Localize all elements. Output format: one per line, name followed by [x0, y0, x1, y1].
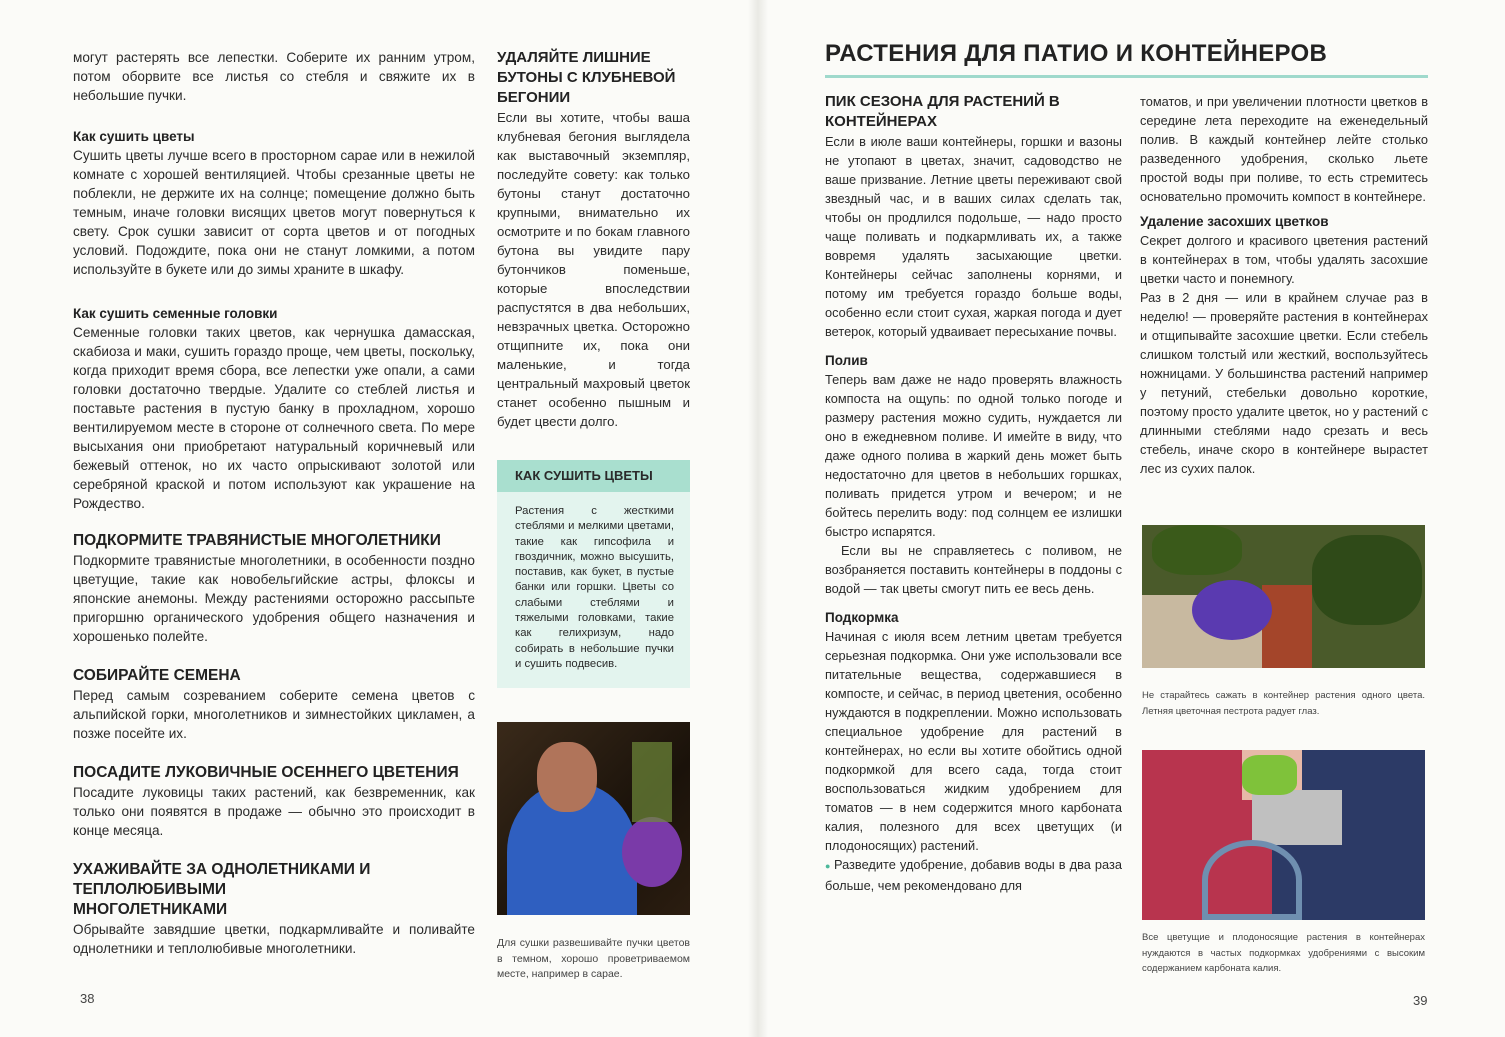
paragraph: могут растерять все лепестки. Соберите их ранним утром, потом оборвите все листья со стебля и свяжите их в небольшие пучки. — [73, 50, 475, 103]
paragraph: Семенные головки таких цветов, как чернушка дамасская, скабиоза и маки, сушить гораздо проще, чем цветы, поскольку, когда приходит время сбора, все лепестки уже опали, а сами головки достаточно твердые. Удалите со стеблей листья и поставьте растения в пустую банку в прохладном, хорошо вентилируемом месте в стороне от солнечного света. По мере высыхания они приобретают натуральный коричневый или бежевый оттенок, но их часто опрыскивают золотой или серебряной краской и потом используют как украшение на Рождество. — [73, 325, 475, 511]
paragraph: Теперь вам даже не надо проверять влажность компоста на ощупь: по одной только погоде и размеру растения можно судить, нуждается ли оно в ежедневном поливе. И имейте в виду, что даже одного полива в жаркий день может быть недостаточно для цветов в небольших горшках, поливать придется утром и вечером; и не бойтесь перелить воду: под солнцем ее излишки быстро испарятся. — [825, 372, 1122, 539]
paragraph: Сушить цветы лучше всего в просторном сарае или в нежилой комнате с хорошей вентиляцией. Чтобы срезанные цветы не поблекли, не держите их на солнце; помещение должно быть темным, иначе головки висящих цветов могут повернуться к свету. Срок сушки зависит от сорта цветов и от погодных условий. Подождите, пока они не станут ломкими, а потом используйте в букете или до зимы храните в шкафу. — [73, 148, 475, 277]
page-number: 39 — [1413, 993, 1428, 1008]
heading: УХАЖИВАЙТЕ ЗА ОДНОЛЕТНИКАМИ И ТЕПЛОЛЮБИВЫМИ МНОГОЛЕТНИКАМИ — [73, 861, 371, 918]
heading: ПОДКОРМИТЕ ТРАВЯНИСТЫЕ МНОГОЛЕТНИКИ — [73, 532, 441, 549]
paragraph: Раз в 2 дня — или в крайнем случае раз в неделю! — проверяйте растения в контейнерах и отщипывайте засохшие цветки. Если стебель слишком толстый или жесткий, воспользуйтесь ножницами. У большинства растений например у петуний, стебельки довольно короткие, поэтому просто удалите цветок, но у растений с длинными стеблями надо срезать и весь стебель, иначе скоро в контейнере вырастет лес из сухих палок. — [1140, 290, 1428, 476]
paragraph: Обрывайте завядшие цветки, подкармливайте и поливайте однолетники и теплолюбивые многолетники. — [73, 922, 475, 956]
paragraph: Подкормите травянистые многолетники, в особенности поздно цветущие, такие как новобельгийские астры, флоксы и японские анемоны. Между растениями осторожно рассыпьте пригоршню органического удобрения общего назначения и хорошенько полейте. — [73, 553, 475, 644]
subheading: Полив — [825, 353, 868, 368]
subheading: Подкормка — [825, 610, 899, 625]
heading: ПОСАДИТЕ ЛУКОВИЧНЫЕ ОСЕННЕГО ЦВЕТЕНИЯ — [73, 764, 459, 781]
photo-hanging-flowers — [497, 722, 690, 915]
bullet-item: ● Разведите удобрение, добавив воды в два раза больше, чем рекомендовано для — [825, 855, 1122, 895]
heading: СОБИРАЙТЕ СЕМЕНА — [73, 667, 241, 684]
tip-box-text: Растения с жесткими стеблями и мелкими цветами, такие как гипсофила и гвоздичник, можно высушить, поставив, как букет, в пустые банки или горшки. Цветы со слабыми стеблями и тяжелыми головками, такие как гелихризум, надо собирать в небольшие пучки и сушить подвесив. — [515, 505, 674, 670]
heading: УДАЛЯЙТЕ ЛИШНИЕ БУТОНЫ С КЛУБНЕВОЙ БЕГОНИИ — [497, 49, 676, 106]
right-col2 — [1140, 92, 1428, 478]
subheading: Как сушить семенные головки — [73, 306, 278, 321]
page-number: 38 — [80, 991, 95, 1006]
page-title: РАСТЕНИЯ ДЛЯ ПАТИО И КОНТЕЙНЕРОВ — [825, 40, 1328, 67]
paragraph: Начиная с июля всем летним цветам требуется серьезная подкормка. Они уже использовали все питательные вещества, содержавшиеся в компосте, и сейчас, в период цветения, особенно нуждаются в подкреплении. Можно использовать специальное удобрение для растений в контейнерах, но если вы хотите обойтись одной подкормкой для всего сада, тогда стоит воспользоваться жидким удобрением для томатов — в нем содержится много карбоната калия, полезного для всех цветущих (и плодоносящих) растений. — [825, 629, 1122, 853]
subheading: Как сушить цветы — [73, 129, 195, 144]
photo-caption: Для сушки развешивайте пучки цветов в темном, хорошо проветриваемом месте, например в сарае. — [497, 937, 690, 980]
heading: ПИК СЕЗОНА ДЛЯ РАСТЕНИЙ В КОНТЕЙНЕРАХ — [825, 93, 1060, 130]
paragraph: Если в июле ваши контейнеры, горшки и вазоны не утопают в цветах, значит, садоводство не ваше призвание. Летние цветы переживают свой звездный час, и в ваших силах сделать так, чтобы он продлился подольше, — надо просто чаще поливать и подкармливать их, а также вовремя удалять засыхающие цветки. Контейнеры сейчас заполнены корнями, и потому им требуется гораздо больше воды, особенно если стоит сухая, жаркая погода и дует ветерок, который удваивает пересыхание почвы. — [825, 134, 1122, 339]
paragraph: Секрет долгого и красивого цветения растений в контейнерах в том, чтобы удалять засохшие цветки часто и понемногу. — [1140, 233, 1428, 286]
left-col2 — [497, 48, 690, 431]
paragraph: Если вы хотите, чтобы ваша клубневая бегония выглядела как выставочный экземпляр, последуйте совету: как только бутоны станут достаточно крупными, внимательно их осмотрите и по бокам главного бутона вы увидите пару бутончиков поменьше, которые впоследствии распустятся в два небольших, невзрачных цветка. Осторожно отщипните их, пока они маленькие, и тогда центральный махровый цветок станет особенно пышным и будет цвести долго. — [497, 110, 690, 429]
book-gutter — [748, 0, 768, 1037]
photo-caption: Не старайтесь сажать в контейнер растения одного цвета. Летняя цветочная пестрота радует глаз. — [1142, 690, 1425, 717]
subheading: Удаление засохших цветков — [1140, 214, 1329, 229]
photo-patio-containers — [1142, 525, 1425, 668]
photo-watering-can — [1142, 750, 1425, 920]
paragraph: Перед самым созреванием соберите семена цветов с альпийской горки, многолетников и зимнестойких цикламен, а позже посейте их. — [73, 688, 475, 741]
right-col1 — [825, 92, 1122, 895]
left-col1 — [73, 48, 475, 958]
tip-box — [497, 460, 690, 688]
paragraph: томатов, и при увеличении плотности цветков в середине лета переходите на еженедельный полив. В каждый контейнер лейте столько разведенного удобрения, сколько льете простой воды при поливе, то есть стремитесь основательно промочить компост в контейнере. — [1140, 94, 1428, 204]
paragraph: Если вы не справляетесь с поливом, не возбраняется поставить контейнеры в поддоны с водой — так цветы смогут пить ее весь день. — [825, 543, 1122, 596]
photo-caption: Все цветущие и плодоносящие растения в контейнерах нуждаются в частых подкормках удобрениями с высоким содержанием карбоната калия. — [1142, 932, 1425, 974]
title-rule — [825, 75, 1428, 78]
tip-box-title: КАК СУШИТЬ ЦВЕТЫ — [497, 460, 690, 492]
paragraph: Посадите луковицы таких растений, как безвременник, как только они появятся в продаже — обычно это происходит в конце месяца. — [73, 785, 475, 838]
